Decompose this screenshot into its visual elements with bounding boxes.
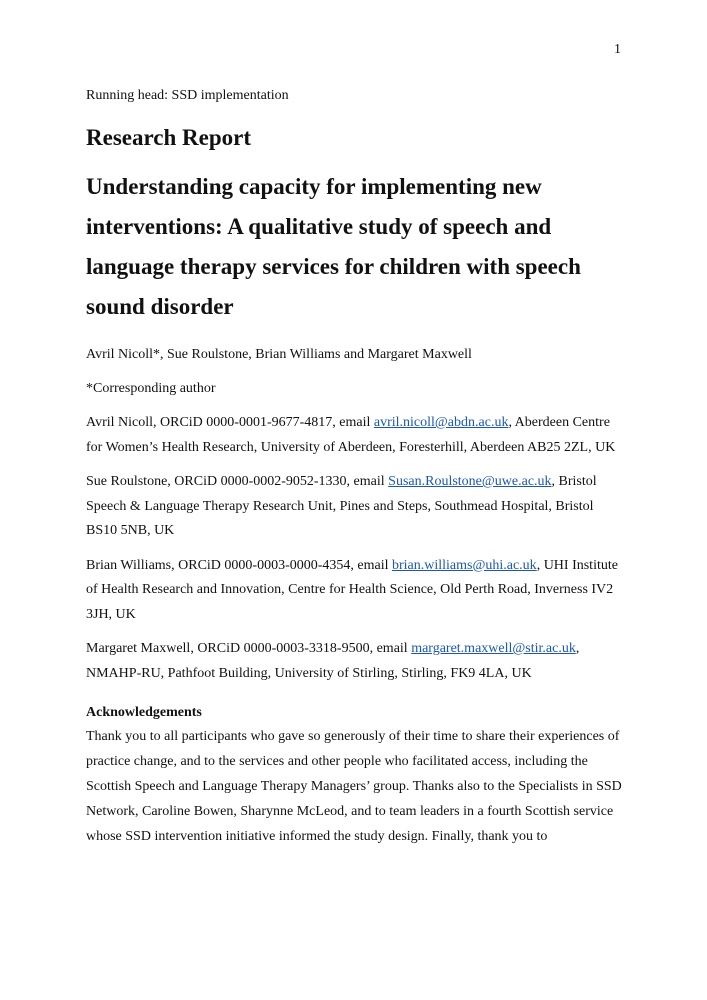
page-number: 1	[614, 42, 621, 57]
affiliation-text: , Bristol Speech & Language Therapy Research Unit, Pines and Steps, Southmead Hospital, Bristol BS10 5NB, UK	[86, 474, 597, 538]
corresponding-author-note: *Corresponding author	[86, 381, 216, 396]
affiliation-text: Avril Nicoll, ORCiD 0000-0001-9677-4817, email	[86, 415, 374, 430]
affiliation-text: , NMAHP-RU, Pathfoot Building, University of Stirling, Stirling, FK9 4LA, UK	[86, 641, 580, 681]
affiliation-maxwell	[86, 637, 626, 686]
acknowledgements-heading: Acknowledgements	[86, 705, 202, 720]
acknowledgements-body: Thank you to all participants who gave so generously of their time to share their experiences of practice change, and to the services and other people who facilitated access, including the Scottish Speech and Language Therapy Managers’ group. Thanks also to the Specialists in SSD Network, Caroline Bowen, Sharynne McLeod, and to team leaders in a fourth Scottish service whose SSD intervention initiative informed the study design. Finally, thank you to	[86, 729, 622, 844]
report-type-label: Research Report	[86, 125, 251, 150]
document-body	[86, 86, 626, 849]
affiliation-text: Margaret Maxwell, ORCiD 0000-0003-3318-9500, email	[86, 641, 412, 656]
paper-title: Understanding capacity for implementing new interventions: A qualitative study of speech and language therapy services for children with speech sound disorder	[86, 174, 581, 319]
affiliation-text: , Aberdeen Centre for Women’s Health Research, University of Aberdeen, Foresterhill, Aberdeen AB25 2ZL, UK	[86, 415, 616, 455]
affiliation-text: Sue Roulstone, ORCiD 0000-0002-9052-1330, email	[86, 474, 389, 489]
affiliation-text: Brian Williams, ORCiD 0000-0003-0000-4354, email	[86, 557, 392, 573]
running-head: Running head: SSD implementation	[86, 88, 289, 103]
affiliation-williams	[86, 554, 626, 628]
email-link-maxwell[interactable]: margaret.maxwell@stir.ac.uk	[411, 641, 576, 656]
author-list: Avril Nicoll*, Sue Roulstone, Brian Williams and Margaret Maxwell	[86, 347, 472, 362]
email-link-roulstone[interactable]: Susan.Roulstone@uwe.ac.uk	[388, 474, 552, 489]
affiliation-text: , UHI Institute of Health Research and Innovation, Centre for Health Science, Old Perth Road, Inverness IV2 3JH, UK	[86, 557, 618, 622]
email-link-williams[interactable]: brian.williams@uhi.ac.uk	[391, 557, 537, 573]
affiliation-roulstone	[86, 470, 626, 544]
email-link-nicoll[interactable]: avril.nicoll@abdn.ac.uk	[373, 415, 509, 430]
affiliation-nicoll	[86, 411, 626, 460]
